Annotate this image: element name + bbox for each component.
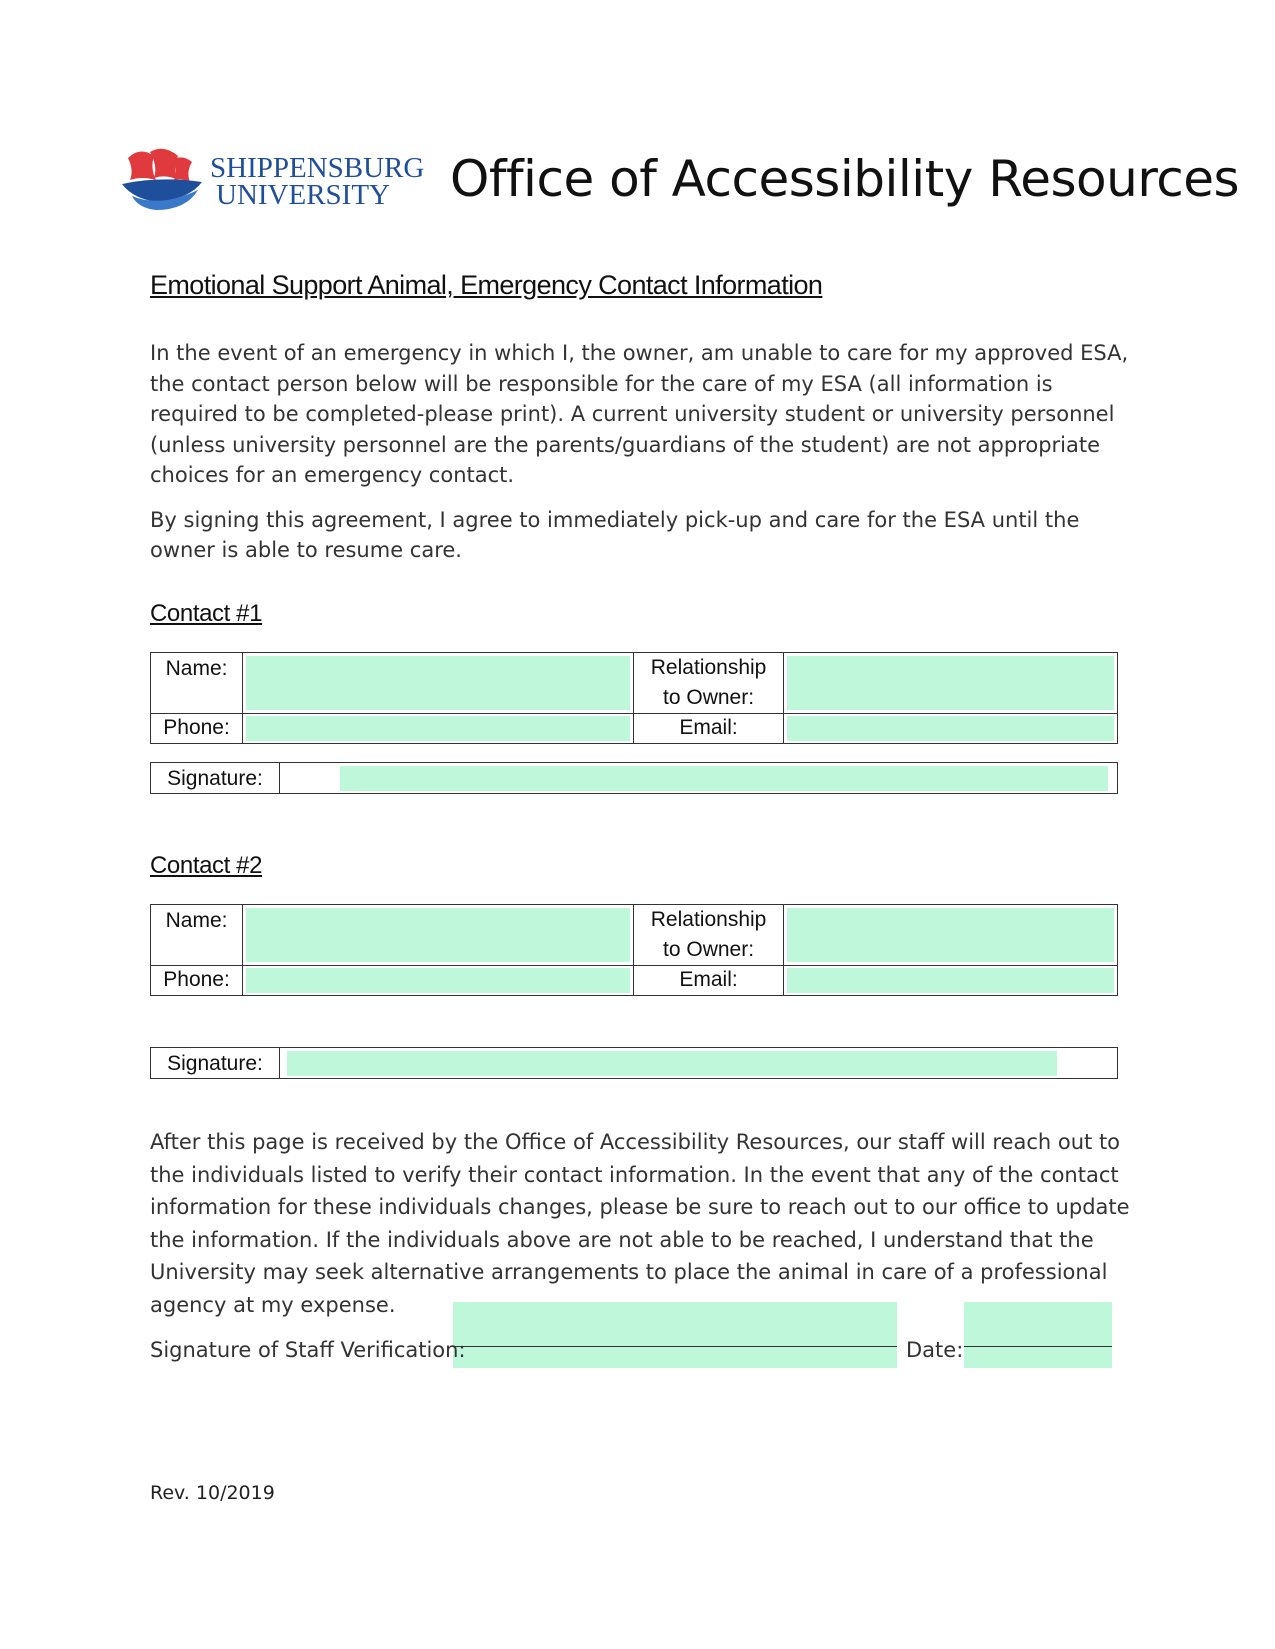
contact-2-relationship-field[interactable] <box>783 905 1117 966</box>
contact-2-heading: Contact #2 <box>150 852 263 879</box>
contact-1-name-field[interactable] <box>243 653 634 714</box>
phone-label: Phone: <box>151 966 243 996</box>
contact-1-table <box>150 652 1118 744</box>
signature-label: Signature: <box>151 763 280 793</box>
university-logo <box>120 146 425 212</box>
relationship-label: Relationship to Owner: <box>634 653 783 714</box>
email-label: Email: <box>634 966 783 996</box>
staff-date-field[interactable] <box>964 1302 1112 1368</box>
name-label: Name: <box>151 653 243 714</box>
contact-1-heading: Contact #1 <box>150 600 263 627</box>
logo-line-2: UNIVERSITY <box>216 179 390 211</box>
contact-1-signature-row <box>150 762 1118 794</box>
contact-2-phone-field[interactable] <box>243 966 634 996</box>
logo-line-1: SHIPPENSBURG <box>210 152 425 184</box>
document-title: Emotional Support Animal, Emergency Contact Information <box>150 270 823 300</box>
contact-2-signature-field[interactable] <box>287 1051 1057 1076</box>
staff-signature-field[interactable] <box>453 1302 897 1368</box>
relationship-label: Relationship to Owner: <box>634 905 783 966</box>
contact-2-table <box>150 904 1118 996</box>
signature-label: Signature: <box>151 1048 280 1078</box>
closing-section <box>150 1126 1130 1321</box>
email-label: Email: <box>634 714 783 744</box>
staff-date-label: Date: <box>906 1338 964 1362</box>
contact-1-email-field[interactable] <box>783 714 1117 744</box>
contact-1-phone-field[interactable] <box>243 714 634 744</box>
name-label: Name: <box>151 905 243 966</box>
contact-2-email-field[interactable] <box>783 966 1117 996</box>
contact-2-name-field[interactable] <box>243 905 634 966</box>
agreement-paragraph: By signing this agreement, I agree to immediately pick-up and care for the ESA until the owner is able to resume care. <box>150 507 1080 562</box>
staff-signature-label: Signature of Staff Verification: <box>150 1338 466 1362</box>
intro-paragraph: In the event of an emergency in which I, the owner, am unable to care for my approved ESA, the contact person below will be responsible for the care of my ESA (all information is required to be completed-please print). A current university student or university personnel (unless university personnel are the parents/guardians of the student) are not appropriate choices for an emergency contact. <box>150 341 1129 487</box>
phone-label: Phone: <box>151 714 243 744</box>
intro-section <box>150 338 1130 566</box>
staff-date-line <box>964 1346 1112 1347</box>
office-title: Office of Accessibility Resources <box>450 150 1240 208</box>
contact-1-signature-field[interactable] <box>340 766 1108 791</box>
ship-logo-icon <box>120 146 210 212</box>
revision-label: Rev. 10/2019 <box>150 1482 275 1504</box>
contact-2-signature-row <box>150 1047 1118 1079</box>
closing-paragraph: After this page is received by the Office of Accessibility Resources, our staff will reach out to the individuals listed to verify their contact information. In the event that any of the contact information for these individuals changes, please be sure to reach out to our office to update the information. If the individuals above are not able to be reached, I understand that the University may seek alternative arrangements to place the animal in care of a professional agency at my expense. <box>150 1130 1130 1317</box>
contact-1-relationship-field[interactable] <box>783 653 1117 714</box>
staff-signature-line <box>453 1346 897 1347</box>
